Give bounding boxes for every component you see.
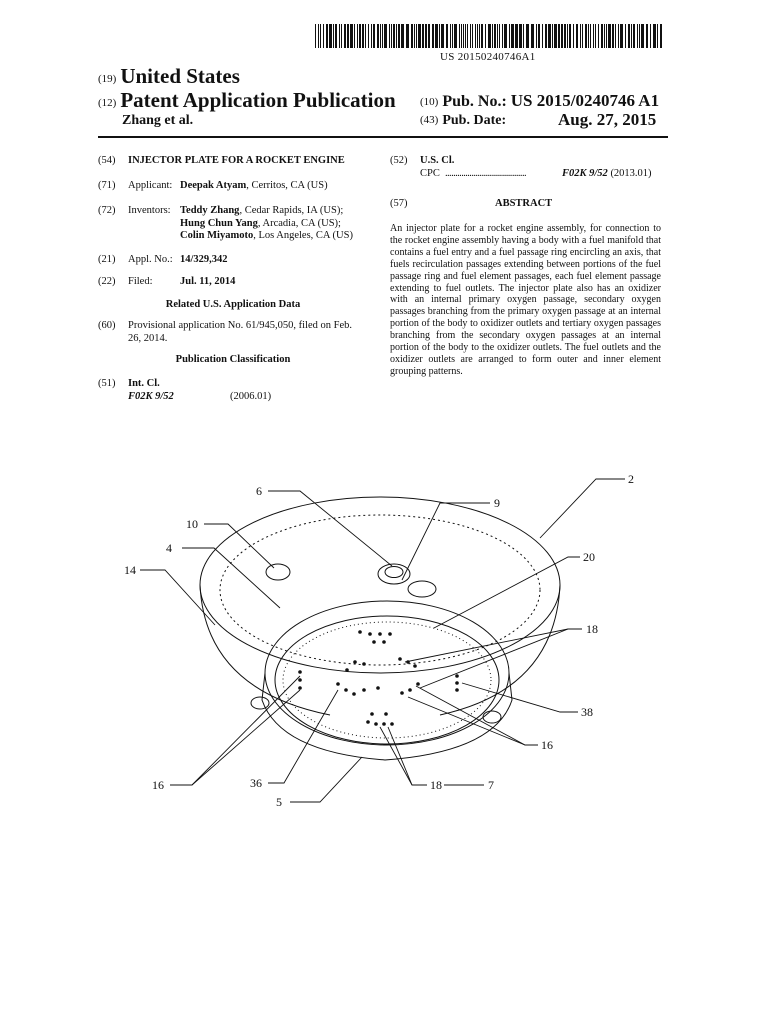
housing-side bbox=[200, 585, 330, 715]
hole bbox=[398, 657, 402, 661]
title-code: (54) bbox=[98, 155, 116, 166]
ref-4: 4 bbox=[166, 541, 172, 555]
hole bbox=[416, 682, 420, 686]
hole bbox=[390, 722, 394, 726]
ref-9: 9 bbox=[494, 496, 500, 510]
hole bbox=[384, 712, 388, 716]
country-code: (19) bbox=[98, 73, 117, 85]
applicant-code: (71) bbox=[98, 180, 116, 191]
invention-title: INJECTOR PLATE FOR A ROCKET ENGINE bbox=[128, 155, 345, 166]
ref-10: 10 bbox=[186, 517, 198, 531]
ref-20: 20 bbox=[583, 550, 595, 564]
hole bbox=[353, 660, 357, 664]
pub-no-value: US 2015/0240746 A1 bbox=[510, 91, 660, 110]
leader-9 bbox=[402, 503, 490, 580]
leader-lines bbox=[140, 479, 625, 802]
ref-16: 16 bbox=[152, 778, 164, 792]
leader-14 bbox=[140, 570, 215, 625]
hole bbox=[372, 640, 376, 644]
provisional-line: Provisional application No. 61/945,050, filed on Feb. bbox=[128, 320, 352, 331]
hole bbox=[336, 682, 340, 686]
hole bbox=[368, 632, 372, 636]
filed-label: Filed: bbox=[128, 276, 153, 287]
port-9 bbox=[408, 581, 436, 597]
ref-6: 6 bbox=[256, 484, 262, 498]
leader-16a bbox=[170, 676, 300, 785]
inventor-location: , Los Angeles, CA (US) bbox=[253, 230, 353, 241]
inventor-name: Hung Chun Yang bbox=[180, 217, 258, 229]
abstract-heading: ABSTRACT bbox=[495, 198, 553, 209]
port-left bbox=[251, 697, 269, 709]
hole bbox=[345, 668, 349, 672]
hole bbox=[344, 688, 348, 692]
filed-code: (22) bbox=[98, 276, 116, 287]
country-name: United States bbox=[120, 64, 240, 88]
plate-face-ellipse bbox=[275, 616, 499, 744]
int-cl-class: F02K 9/52 bbox=[128, 391, 174, 402]
leader-4 bbox=[182, 548, 280, 608]
ref-2: 2 bbox=[628, 472, 634, 486]
abstract-text: An injector plate for a rocket engine assembly, for connection to the rocket engine assembly having a body with a fuel manifold that contains a fuel entry and a fuel passage ring encircling an axis, that fuels recirculation passages extending between portions of the fuel passage ring and fuel element passages, each fuel element passage extending to fuel outlets. The injector plate also has an oxidizer with an internal primary oxygen passage, secondary oxygen passages branching from the primary oxygen passage at an internal portion of the body to oxidizer outlets and tertiary oxygen passages branching from the secondary oxygen passages at an internal portion of the body to the oxidizer outlets. The fuel outlets and the oxidizer outlets are arranged to form outer and inner element grouping patterns. bbox=[390, 223, 661, 377]
housing-inner-ellipse bbox=[220, 515, 540, 665]
hole bbox=[298, 670, 302, 674]
leader-18b bbox=[388, 727, 412, 785]
hole bbox=[352, 692, 356, 696]
hole bbox=[382, 640, 386, 644]
cpc-dots: ........................................ bbox=[445, 168, 527, 179]
port-10 bbox=[266, 564, 290, 580]
barcode-number: US 20150240746A1 bbox=[440, 51, 536, 63]
hole bbox=[376, 686, 380, 690]
leader-5 bbox=[290, 757, 362, 802]
int-cl-code: (51) bbox=[98, 378, 116, 389]
appl-no-value: 14/329,342 bbox=[180, 254, 228, 265]
inventor-name: Teddy Zhang bbox=[180, 205, 240, 216]
pub-date-label: Pub. Date: bbox=[442, 113, 507, 128]
applicant-location: , Cerritos, CA (US) bbox=[246, 180, 328, 191]
int-cl-label: Int. Cl. bbox=[128, 378, 160, 389]
cpc-label: CPC bbox=[420, 168, 440, 179]
leader-16b bbox=[408, 697, 525, 745]
hole bbox=[298, 686, 302, 690]
hole bbox=[298, 678, 302, 682]
housing-side bbox=[440, 585, 560, 715]
ref-16: 16 bbox=[541, 738, 553, 752]
ref-7: 7 bbox=[488, 778, 494, 792]
housing-top-ellipse bbox=[200, 497, 560, 673]
leader-38 bbox=[462, 683, 578, 712]
filed-value: Jul. 11, 2014 bbox=[180, 276, 236, 287]
injector-holes bbox=[298, 630, 459, 726]
port-6-inner bbox=[385, 567, 403, 578]
leader-20 bbox=[434, 557, 580, 628]
authors: Zhang et al. bbox=[122, 113, 194, 128]
ref-38: 38 bbox=[581, 705, 593, 719]
related-heading: Related U.S. Application Data bbox=[165, 299, 301, 310]
type-code: (12) bbox=[98, 97, 117, 109]
ref-36: 36 bbox=[250, 776, 262, 790]
hole bbox=[455, 681, 459, 685]
publication-type: Patent Application Publication bbox=[120, 88, 396, 112]
us-cl-label: U.S. Cl. bbox=[420, 155, 455, 166]
provisional-line: 26, 2014. bbox=[128, 332, 168, 344]
leader-2 bbox=[540, 479, 625, 538]
hole bbox=[455, 688, 459, 692]
cpc-class: F02K 9/52 bbox=[562, 168, 608, 179]
int-cl-year: (2006.01) bbox=[230, 391, 272, 402]
hole bbox=[413, 664, 417, 668]
hole bbox=[382, 722, 386, 726]
inventor-location: , Cedar Rapids, IA (US); bbox=[239, 205, 344, 216]
inventors-label: Inventors: bbox=[128, 205, 171, 216]
plate-ring-ellipse bbox=[283, 622, 491, 738]
us-cl-code: (52) bbox=[390, 155, 408, 166]
hole bbox=[455, 674, 459, 678]
applicant-label: Applicant: bbox=[128, 180, 173, 191]
provisional-code: (60) bbox=[98, 320, 116, 331]
plate-side bbox=[262, 673, 512, 760]
ref-5: 5 bbox=[276, 795, 282, 809]
cpc-year: (2013.01) bbox=[610, 168, 652, 179]
ref-18: 18 bbox=[430, 778, 442, 792]
leader-6 bbox=[268, 491, 392, 566]
hole bbox=[370, 712, 374, 716]
hole bbox=[374, 722, 378, 726]
port-right bbox=[483, 711, 501, 723]
ref-14: 14 bbox=[124, 563, 136, 577]
hole bbox=[378, 632, 382, 636]
leader-16a bbox=[192, 690, 300, 785]
hole bbox=[408, 688, 412, 692]
hole bbox=[362, 688, 366, 692]
hole bbox=[400, 691, 404, 695]
classification-heading: Publication Classification bbox=[175, 354, 291, 365]
ref-18: 18 bbox=[586, 622, 598, 636]
leader-16b bbox=[416, 686, 538, 745]
inventor-location: , Arcadia, CA (US); bbox=[257, 217, 341, 229]
pub-no-label: Pub. No.: bbox=[442, 93, 507, 110]
appl-no-code: (21) bbox=[98, 254, 116, 265]
inventors-code: (72) bbox=[98, 205, 116, 216]
hole bbox=[366, 720, 370, 724]
inventor-name: Colin Miyamoto bbox=[180, 230, 254, 241]
hole bbox=[388, 632, 392, 636]
pub-date-code: (43) bbox=[420, 114, 439, 126]
pub-no-code: (10) bbox=[420, 96, 439, 108]
abstract-code: (57) bbox=[390, 198, 408, 209]
applicant-name: Deepak Atyam bbox=[180, 180, 247, 191]
pub-date-value: Aug. 27, 2015 bbox=[558, 110, 657, 129]
hole bbox=[358, 630, 362, 634]
appl-no-label: Appl. No.: bbox=[128, 254, 173, 265]
hole bbox=[362, 662, 366, 666]
